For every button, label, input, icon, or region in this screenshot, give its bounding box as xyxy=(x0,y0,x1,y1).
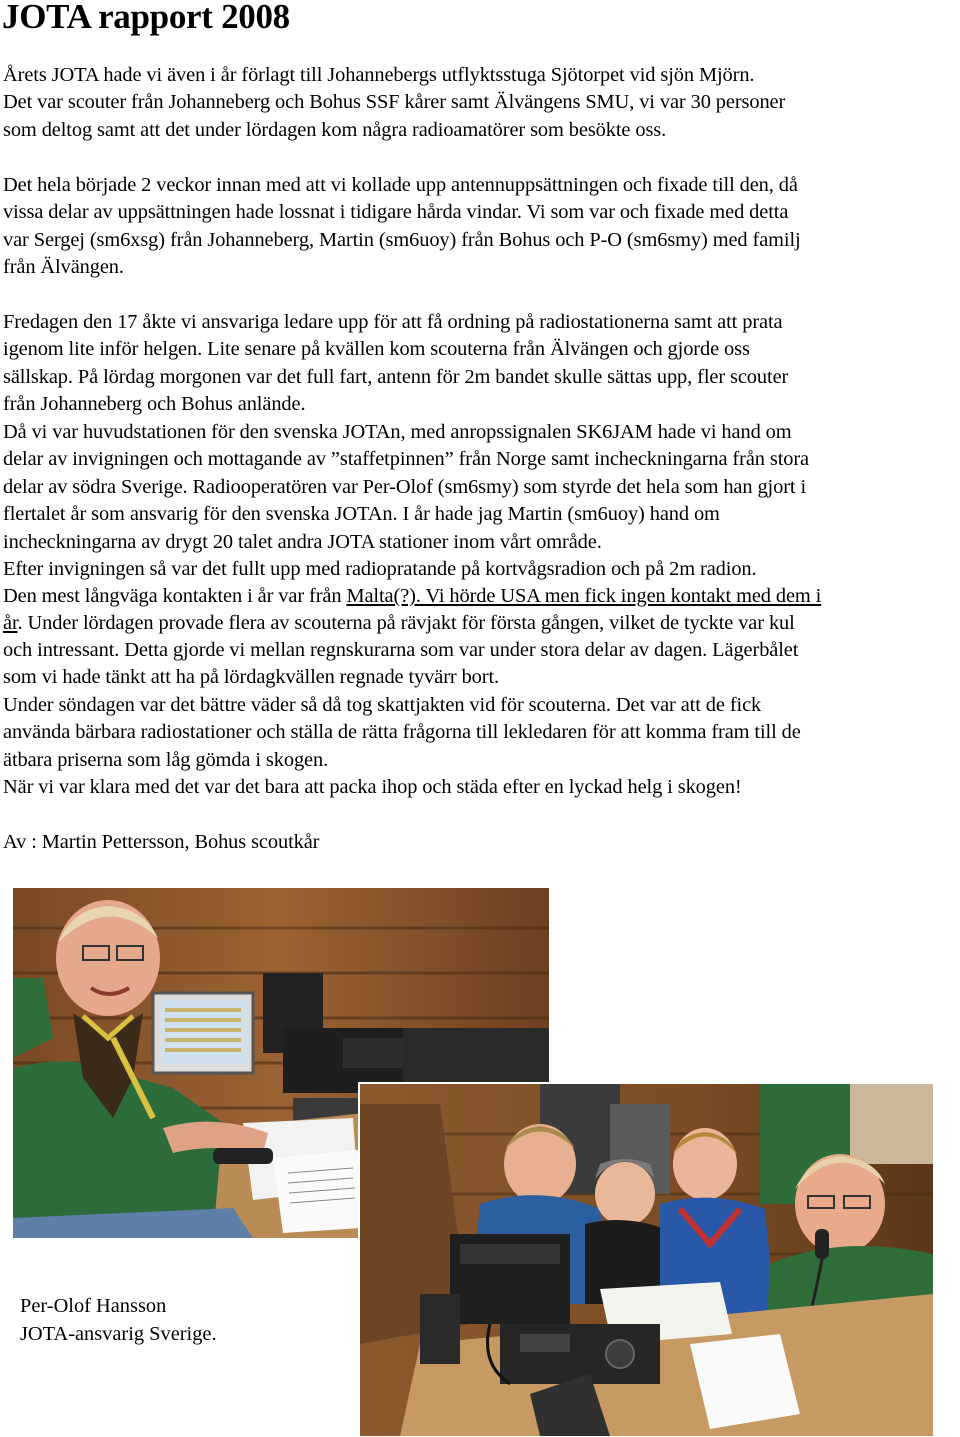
text-segment: var Sergej (sm6xsg) från Johanneberg, Martin (sm6uoy) från Bohus och P-O (sm6smy) med familj xyxy=(3,229,801,251)
text-segment: Av : Martin Pettersson, Bohus scoutkår xyxy=(3,831,320,853)
text-segment: använda bärbara radiostationer och ställa de rätta frågorna till lekledaren för att komma fram till de xyxy=(3,721,801,743)
text-line xyxy=(3,475,806,499)
text-segment: Fredagen den 17 åkte vi ansvariga ledare upp för att få ordning på radiostationerna samt att prata xyxy=(3,311,783,333)
text-segment: år xyxy=(3,612,18,634)
text-segment: Malta(?). Vi hörde USA men fick ingen kontakt med dem i xyxy=(346,585,822,607)
text-line xyxy=(3,173,798,197)
text-line xyxy=(3,118,666,142)
text-line xyxy=(3,693,761,717)
text-line xyxy=(3,447,809,471)
text-line xyxy=(3,63,754,87)
text-segment: Under söndagen var det bättre väder så då tog skattjakten vid för scouterna. Det var att de fick xyxy=(3,694,762,716)
text-line xyxy=(3,392,305,416)
text-segment: delar av invigningen och mottagande av ”staffetpinnen” från Norge samt incheckningarna från stora xyxy=(3,448,809,470)
text-segment: som vi hade tänkt att ha på lördagkvällen regnade tyvärr bort. xyxy=(3,666,500,688)
text-line xyxy=(3,228,801,252)
text-line xyxy=(3,611,795,635)
text-line xyxy=(3,748,328,772)
text-segment: Det var scouter från Johanneberg och Bohus SSF kårer samt Älvängens SMU, vi var 30 personer xyxy=(3,91,786,113)
caption-name: Per-Olof Hansson xyxy=(20,1295,167,1317)
text-line xyxy=(3,530,602,554)
text-segment: från Älvängen. xyxy=(3,256,124,278)
text-segment: incheckningarna av drygt 20 talet andra JOTA stationer inom vårt område. xyxy=(3,531,602,553)
text-segment: Efter invigningen så var det fullt upp med radiopratande på kortvågsradion och på 2m radion. xyxy=(3,558,757,580)
author-line xyxy=(3,830,319,854)
text-line xyxy=(3,720,801,744)
text-segment: Då vi var huvudstationen för den svenska JOTAn, med anropssignalen SK6JAM hade vi hand om xyxy=(3,421,792,443)
text-line xyxy=(3,365,788,389)
text-segment: Det hela började 2 veckor innan med att vi kollade upp antennuppsättningen och fixade till den, då xyxy=(3,174,798,196)
text-segment: ätbara priserna som låg gömda i skogen. xyxy=(3,749,329,771)
text-segment: som deltog samt att det under lördagen kom några radioamatörer som besökte oss. xyxy=(3,119,667,141)
page-title: JOTA rapport 2008 xyxy=(2,0,290,36)
photo-scouts-at-radio-table xyxy=(358,1082,933,1436)
text-line xyxy=(3,502,720,526)
text-line xyxy=(3,200,788,224)
text-segment: Den mest långväga kontakten i år var från xyxy=(3,585,347,607)
text-segment: vissa delar av uppsättningen hade lossnat i tidigare hårda vindar. Vi som var och fixade med detta xyxy=(3,201,789,223)
text-segment: igenom lite inför helgen. Lite senare på kvällen kom scouterna från Älvängen och gjorde oss xyxy=(3,338,750,360)
text-line xyxy=(3,420,792,444)
text-segment: flertalet år som ansvarig för den svenska JOTAn. I år hade jag Martin (sm6uoy) hand om xyxy=(3,503,720,525)
text-segment: delar av södra Sverige. Radiooperatören var Per-Olof (sm6smy) som styrde det hela som han gjort i xyxy=(3,476,807,498)
text-segment: Årets JOTA hade vi även i år förlagt till Johannebergs utflyktsstuga Sjötorpet vid sjön Mjörn. xyxy=(3,64,755,86)
text-line xyxy=(3,584,821,608)
text-line xyxy=(3,90,785,114)
text-segment: sällskap. På lördag morgonen var det full fart, antenn för 2m bandet skulle sättas upp, fler scouter xyxy=(3,366,789,388)
text-segment: När vi var klara med det var det bara att packa ihop och städa efter en lyckad helg i skogen! xyxy=(3,776,742,798)
text-segment: . Under lördagen provade flera av scouterna på rävjakt för första gången, vilket de tyckte var kul xyxy=(17,612,795,634)
caption-role: JOTA-ansvarig Sverige. xyxy=(20,1323,217,1345)
text-segment: och intressant. Detta gjorde vi mellan regnskurarna som var under stora delar av dagen. Lägerbålet xyxy=(3,639,799,661)
text-line xyxy=(3,337,750,361)
text-line xyxy=(3,638,798,662)
text-line xyxy=(3,775,742,799)
text-line xyxy=(3,557,757,581)
text-segment: från Johanneberg och Bohus anlände. xyxy=(3,393,306,415)
text-line xyxy=(3,255,124,279)
text-line xyxy=(3,665,499,689)
text-line xyxy=(3,310,782,334)
